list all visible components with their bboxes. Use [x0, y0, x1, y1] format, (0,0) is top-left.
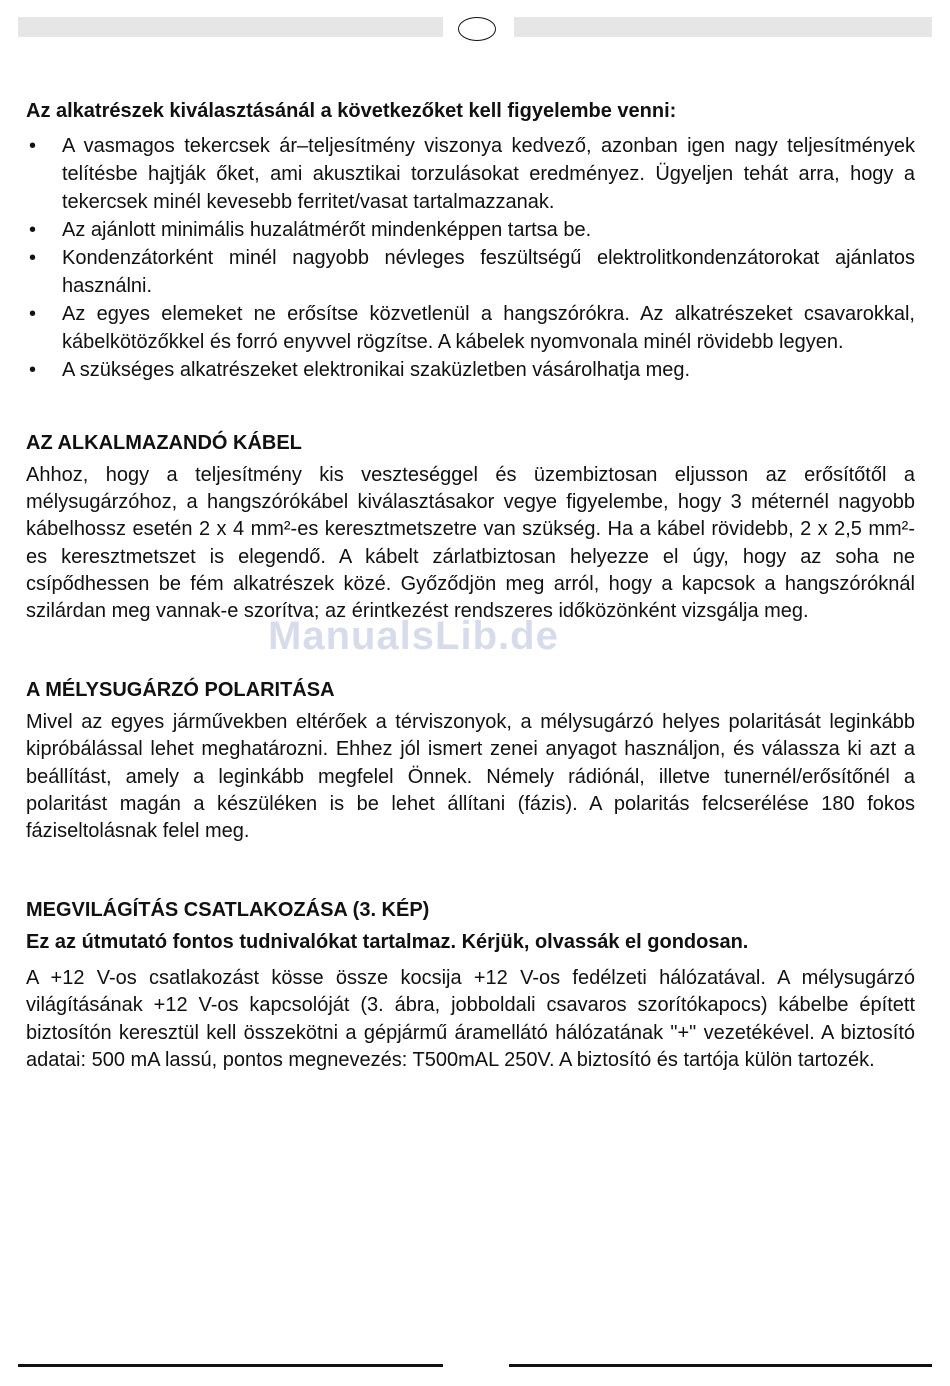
lighting-subheading: Ez az útmutató fontos tudnivalókat tartalmaz. Kérjük, olvassák el gondosan.	[26, 931, 749, 954]
list-item: • A szükséges alkatrészeket elektronikai szaküzletben vásárolhatja meg.	[26, 356, 915, 384]
watermark: ManualsLib.de	[268, 614, 559, 658]
list-item: • Az egyes elemeket ne erősítse közvetlenül a hangszórókra. Az alkatrészeket csavarokkal, kábelkötözőkkel és forró enyvvel rögzítse. A kábelek nyomvonala minél rövidebb legyen.	[26, 300, 915, 356]
page-content	[26, 98, 915, 1074]
polarity-paragraph: Mivel az egyes járművekben eltérőek a térviszonyok, a mélysugárzó helyes polaritását leginkább kipróbálással lehet meghatározni. Ehhez jól ismert zenei anyagot használjon, és válassza ki azt a beállítást, amely a leginkább megfelel Önnek. Némely rádiónál, illetve tunernél/erősítőnél a polaritást magán a készüléken is be lehet állítani (fázis). A polaritás felcserélése 180 fokos fáziseltolásnak felel meg.	[26, 711, 915, 843]
bullet-icon: •	[29, 219, 37, 241]
bullet-icon: •	[29, 247, 37, 269]
bullet-icon: •	[29, 135, 37, 157]
header-bar-left	[18, 17, 443, 37]
lighting-paragraph: A +12 V-os csatlakozást kösse össze kocsija +12 V-os fedélzeti hálózatával. A mélysugárzó világításának +12 V-os kapcsolóját (3. ábra, jobboldali csavaros szorítókapocs) kábelbe épített biztosítón keresztül kell összekötni a gépjármű áramellátó hálózatának "+" vezetékével. A biztosító adatai: 500 mA lassú, pontos megnevezés: T500mAL 250V. A biztosító és tartója külön tartozék.	[26, 967, 915, 1071]
cable-section	[26, 430, 915, 625]
list-item: • Kondenzátorként minél nagyobb névleges feszültségű elektrolitkondenzátorokat ajánlatos használni.	[26, 244, 915, 300]
cable-paragraph: Ahhoz, hogy a teljesítmény kis veszteséggel és üzembiztosan eljusson az erősítőtől a mélysugárzóhoz, a hangszórókábel kiválasztásakor vegye figyelembe, hogy 3 méternél nagyobb kábelhossz esetén 2 x 4 mm²-es keresztmetszetre van szükség. Ha a kábel rövidebb, 2 x 2,5 mm²-es keresztmetszet is elegendő. A kábelt zárlatbiztosan helyezze el úgy, hogy az soha ne csípődhessen be fém alkatrészek közé. Győződjön meg arról, hogy a kapcsok a hangszóróknál szilárdan meg vannak-e szorítva; az érintkezést rendszeres időközönként vizsgálja meg.	[26, 464, 915, 623]
header-bar-right	[514, 17, 932, 37]
bullet-icon: •	[29, 359, 37, 381]
polarity-heading: A MÉLYSUGÁRZÓ POLARITÁSA	[26, 679, 335, 702]
lighting-heading: MEGVILÁGÍTÁS CSATLAKOZÁSA (3. KÉP)	[26, 899, 430, 922]
lighting-section	[26, 897, 915, 1074]
footer-rule-right	[509, 1364, 932, 1367]
footer-rule-left	[18, 1364, 443, 1367]
intro-heading: Az alkatrészek kiválasztásánál a következőket kell figyelembe venni:	[26, 100, 677, 122]
polarity-section	[26, 677, 915, 845]
language-badge-oval	[458, 17, 496, 41]
list-item: • Az ajánlott minimális huzalátmérőt mindenképpen tartsa be.	[26, 216, 915, 244]
bullet-icon: •	[29, 303, 37, 325]
list-item: • A vasmagos tekercsek ár–teljesítmény viszonya kedvező, azonban igen nagy teljesítmények telítésbe hajtják őket, ami akusztikai torzulásokat eredményez. Ügyeljen tehát arra, hogy a tekercsek minél kevesebb ferritet/vasat tartalmazzanak.	[26, 132, 915, 216]
cable-heading: AZ ALKALMAZANDÓ KÁBEL	[26, 432, 302, 454]
component-tips-list	[26, 132, 915, 384]
